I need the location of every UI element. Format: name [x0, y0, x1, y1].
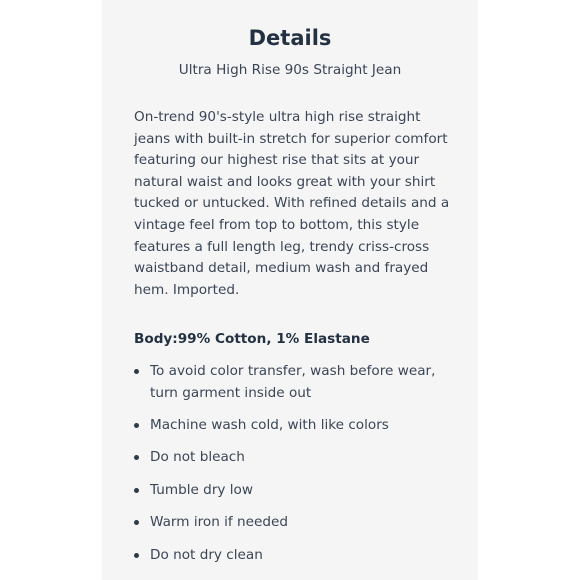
bullet-icon [134, 488, 139, 493]
bullet-icon [134, 553, 139, 558]
care-item-text: To avoid color transfer, wash before wear, turn garment inside out [150, 363, 436, 401]
care-item-text: Do not bleach [150, 449, 245, 466]
bullet-icon [134, 520, 139, 525]
care-item-no-dry-clean [134, 545, 464, 567]
details-heading: Details [248, 26, 332, 50]
care-item-warm-iron [134, 512, 464, 534]
details-panel [102, 0, 478, 580]
product-description: On-trend 90's-style ultra high rise straight jeans with built-in stretch for superior comfort featuring our highest rise that sits at your natural waist and looks great with your shirt tucked or untucked. With refined details and a vintage feel from top to bottom, this style features a full length leg, trendy criss-cross waistband detail, medium wash and frayed hem. Imported. [134, 109, 450, 298]
bullet-icon [134, 369, 139, 374]
care-instructions-list [134, 361, 464, 577]
care-item-text: Tumble dry low [150, 481, 253, 498]
care-item-text: Do not dry clean [150, 546, 263, 563]
care-item-tumble-dry [134, 480, 464, 502]
fabric-content: Body:99% Cotton, 1% Elastane [134, 331, 370, 347]
product-name: Ultra High Rise 90s Straight Jean [178, 62, 402, 78]
care-item-no-bleach [134, 447, 464, 469]
care-item-wash-before-wear [134, 361, 464, 404]
care-item-text: Machine wash cold, with like colors [150, 416, 389, 433]
care-item-machine-wash [134, 415, 464, 437]
care-item-text: Warm iron if needed [150, 514, 288, 531]
bullet-icon [134, 455, 139, 460]
bullet-icon [134, 423, 139, 428]
